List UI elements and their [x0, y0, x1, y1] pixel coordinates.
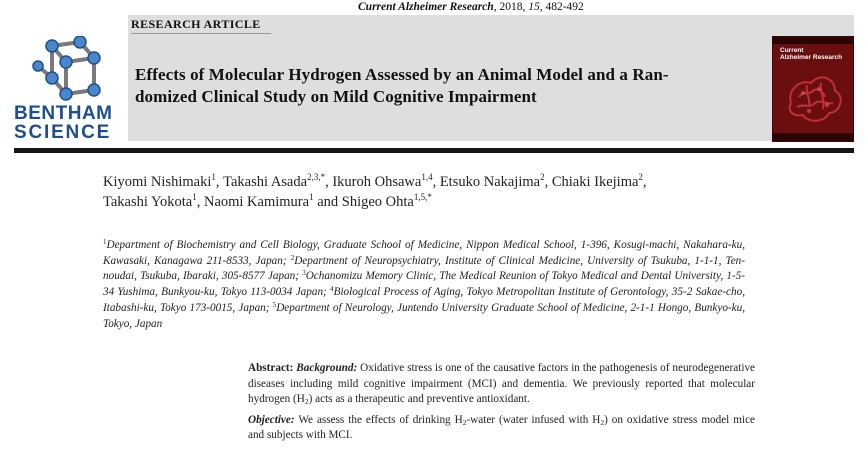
author-name: Takashi Yokota — [103, 194, 193, 210]
background-text-1: Oxidative stress is one of the causative factors in the pathogenesis of neurodegenerative diseases including mild cognitive impairment (MCI) and dementia. We previously reported that molecular hydrogen (H — [248, 362, 756, 406]
background-label: Background: — [296, 362, 358, 374]
journal-citation — [358, 1, 584, 13]
article-type-rule — [131, 33, 271, 34]
objective-text-3: ) on oxidative stress model mice and subjects with MCI. — [248, 413, 755, 442]
objective-subscript-1: 2 — [462, 417, 467, 427]
abstract-objective — [248, 413, 755, 444]
author-sep: and — [313, 194, 342, 210]
author — [103, 174, 223, 190]
journal-name: Current Alzheimer Research — [358, 1, 494, 13]
author-name: Etsuko Nakajima — [439, 174, 541, 190]
author-sep: , — [642, 174, 647, 190]
author-affil-sup: 1,5,* — [413, 192, 432, 202]
affiliation-text: Department of Neuropsychiatry, Institute of Clinical Medicine, University of Tsukuba, 1-1-1, Ten-noudai, Tsukuba, Ibaraki, 305-8577 Japan; — [103, 254, 745, 283]
author-name: Naomi Kamimura — [203, 194, 310, 210]
author — [223, 174, 332, 190]
cover-bottom-strip — [773, 133, 853, 141]
author-sep: , — [432, 174, 440, 190]
objective-text-1: We assess the effects of drinking H — [294, 413, 463, 426]
affiliations — [103, 238, 745, 332]
cover-title-line-1: Current — [780, 47, 804, 54]
cover-top-strip — [773, 37, 853, 44]
author-affil-sup: 2 — [540, 172, 545, 182]
author-affil-sup: 2,3,* — [307, 172, 326, 182]
affiliation-sup: 5 — [272, 300, 277, 309]
background-subscript: 2 — [304, 397, 309, 407]
author — [204, 194, 342, 210]
abstract-label: Abstract: — [248, 362, 294, 374]
journal-volume: 15 — [528, 1, 540, 13]
cover-title-line-2: Alzheimer Research — [780, 54, 843, 61]
objective-label: Objective: — [248, 413, 295, 426]
author-list — [103, 172, 803, 212]
publisher-line-1: BENTHAM — [14, 103, 113, 124]
author-name: Chiaki Ikejima — [551, 174, 639, 190]
abstract — [248, 361, 755, 449]
author-affil-sup: 1 — [211, 172, 216, 182]
molecule-icon — [30, 36, 112, 102]
author-affil-sup: 1,4 — [421, 172, 433, 182]
header-divider — [14, 148, 854, 153]
title-line-2: domized Clinical Study on Mild Cognitive Impairment — [135, 87, 537, 106]
author — [342, 194, 432, 210]
publisher-name — [14, 104, 126, 142]
publisher-logo — [14, 36, 126, 142]
author — [552, 174, 647, 190]
journal-year: , 2018, — [493, 1, 529, 13]
affiliation-sup: 1 — [103, 238, 107, 246]
affiliation-text: Department of Neurology, Juntendo University Graduate School of Medicine, 2-1-1 Hongo, Bunkyo-ku, Tokyo, Japan — [103, 301, 746, 330]
affiliation-sup: 2 — [290, 253, 295, 262]
author — [440, 174, 552, 190]
publisher-line-2: SCIENCE — [14, 122, 112, 143]
objective-text-2: -water (water infused with H — [466, 413, 601, 426]
paper-title — [135, 64, 765, 108]
author-name: Kiyomi Nishimaki — [103, 174, 212, 190]
author-sep: , — [325, 174, 333, 190]
affiliation-text: Biological Process of Aging, Tokyo Metropolitan Institute of Gerontology, 35-2 Sakae-cho, Itabashi-ku, Tokyo 173-0015, Japan; — [103, 286, 745, 314]
objective-subscript-2: 2 — [600, 417, 605, 427]
journal-cover-thumbnail — [772, 36, 854, 142]
cover-title — [780, 47, 850, 61]
author-sep: , — [215, 174, 224, 190]
author-name: Shigeo Ohta — [341, 194, 414, 210]
author — [332, 174, 440, 190]
author-affil-sup: 2 — [638, 172, 643, 182]
title-line-1: Effects of Molecular Hydrogen Assessed by an Animal Model and a Ran- — [135, 65, 669, 84]
affiliation-text: Department of Biochemistry and Cell Biology, Graduate School of Medicine, Nippon Medical School, 1-396, Kosugi-machi, Nakahara-ku, Kawasaki, Kanagawa 211-8533, Japan; — [103, 239, 745, 267]
affiliation-sup: 4 — [330, 285, 334, 294]
author-affil-sup: 1 — [309, 192, 314, 202]
author-name: Takashi Asada — [223, 174, 308, 190]
affiliation-sup: 3 — [302, 269, 306, 278]
article-type: RESEARCH ARTICLE — [131, 17, 261, 31]
affiliation-text: Ochanomizu Memory Clinic, The Medical Reunion of Tokyo Medical and Dental University, 1-5-34 Yushima, Bunkyou-ku, Tokyo 113-0034 Japan; — [103, 270, 745, 299]
author-name: Ikuroh Ohsawa — [332, 174, 422, 190]
background-text-2: ) acts as a therapeutic and preventive antioxidant. — [308, 393, 530, 406]
journal-pages: , 482-492 — [539, 1, 584, 13]
abstract-background — [248, 361, 755, 408]
author-sep: , — [544, 174, 552, 190]
author — [103, 194, 204, 210]
author-sep: , — [196, 194, 204, 210]
author-affil-sup: 1 — [192, 192, 197, 202]
cover-brain-image — [773, 63, 853, 133]
